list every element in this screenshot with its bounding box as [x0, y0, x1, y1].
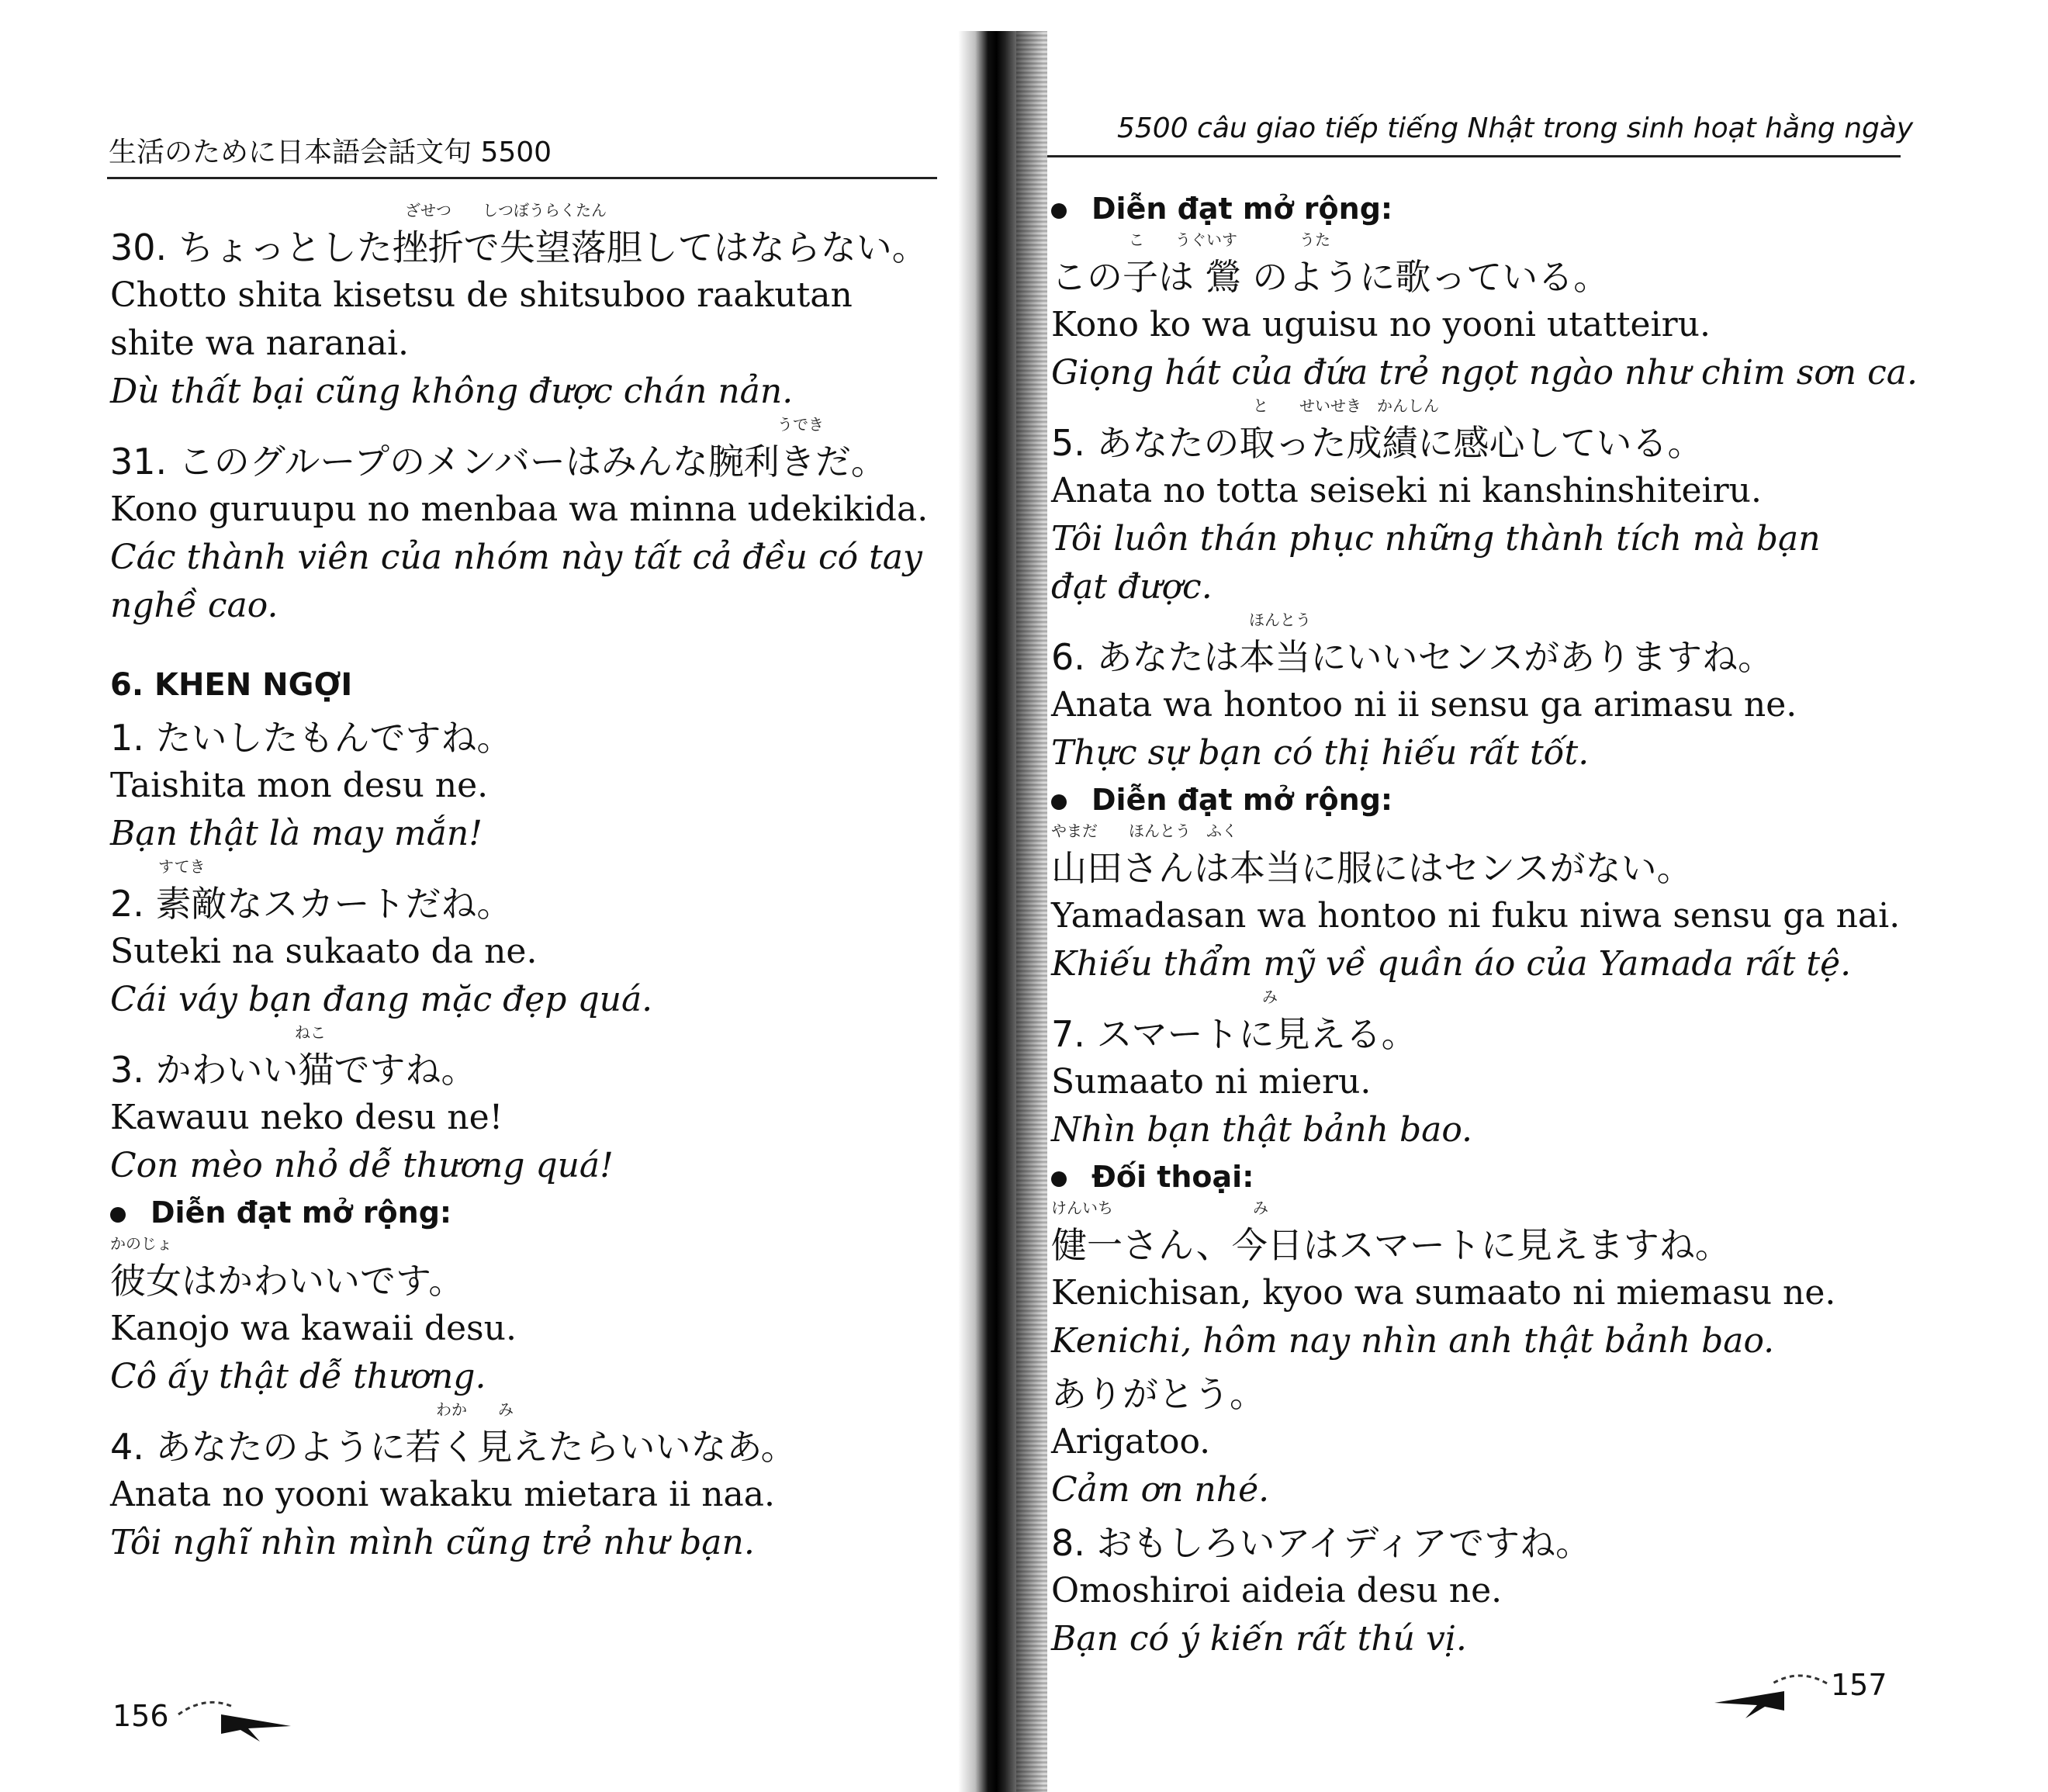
entry-7	[1051, 988, 2005, 1154]
dialogue-label: Đối thoại:	[1051, 1154, 2005, 1199]
left-page	[0, 0, 962, 1792]
vietnamese-translation: Tôi nghĩ nhìn mình cũng trẻ như bạn.	[110, 1523, 755, 1562]
vietnamese-translation: Cô ấy thật dễ thương.	[110, 1357, 486, 1396]
vietnamese-translation: Con mèo nhỏ dễ thương quá!	[110, 1146, 614, 1185]
japanese-sentence: 7. スマートに見える。	[1051, 1013, 1417, 1055]
romaji-line: Omoshiroi aideia desu ne.	[1051, 1571, 1503, 1610]
block-extended-2	[1051, 777, 2005, 988]
extended-label: Diễn đạt mở rộng:	[1051, 186, 2005, 231]
right-page	[1016, 0, 2048, 1792]
bullet-icon	[1051, 794, 1067, 810]
right-header: 5500 câu giao tiếp tiếng Nhật trong sinh hoạt hằng ngày	[1117, 112, 1914, 144]
romaji-line: Anata wa hontoo ni ii sensu ga arimasu ne.	[1051, 685, 1797, 725]
japanese-sentence: 4. あなたのように若く見えたらいいなあ。	[110, 1426, 797, 1468]
japanese-sentence: 8. おもしろいアイディアですね。	[1051, 1522, 1592, 1564]
page-number-left: 156	[112, 1699, 169, 1733]
japanese-sentence: 31. このグループのメンバーはみんな腕利きだ。	[110, 441, 887, 483]
page-number-right: 157	[1831, 1668, 1887, 1702]
paper-plane-icon	[1707, 1668, 1831, 1722]
japanese-sentence: 5. あなたの取った成績に感心している。	[1051, 422, 1704, 464]
japanese-sentence: 1. たいしたもんですね。	[110, 717, 513, 759]
right-header-rule	[1047, 155, 1901, 157]
japanese-sentence: 3. かわいい猫ですね。	[110, 1049, 477, 1091]
japanese-sentence: 健一さん、今日はスマートに見えますね。	[1051, 1224, 1731, 1266]
vietnamese-translation: Tôi luôn thán phục những thành tích mà bạn	[1051, 519, 1821, 559]
bullet-icon	[110, 1207, 126, 1223]
romaji-line: Anata no totta seiseki ni kanshinshiteiru.	[1051, 471, 1762, 510]
vietnamese-translation: Thực sự bạn có thị hiếu rất tốt.	[1051, 733, 1590, 773]
romaji-line: shite wa naranai.	[110, 323, 410, 363]
furigana: わか み	[436, 1400, 514, 1419]
vietnamese-translation: Cái váy bạn đang mặc đẹp quá.	[110, 980, 653, 1019]
left-column	[110, 202, 948, 1567]
entry-4	[110, 1401, 948, 1567]
romaji-line: Kono ko wa uguisu no yooni utatteiru.	[1051, 305, 1711, 344]
romaji-line: Kanojo wa kawaii desu.	[110, 1309, 517, 1348]
entry-30	[110, 202, 948, 416]
romaji-line: Kono guruupu no menbaa wa minna udekikida.	[110, 490, 929, 529]
dialogue-block	[1051, 1154, 2005, 1514]
japanese-sentence: 彼女はかわいいです。	[110, 1260, 465, 1302]
vietnamese-translation: Giọng hát của đứa trẻ ngọt ngào như chim sơn ca.	[1051, 353, 1918, 393]
furigana: ほんとう	[1249, 611, 1311, 629]
japanese-sentence: 2. 素敵なスカートだね。	[110, 883, 513, 925]
entry-2	[110, 858, 948, 1024]
vietnamese-translation: Nhìn bạn thật bảnh bao.	[1051, 1110, 1473, 1150]
romaji-line: Arigatoo.	[1051, 1422, 1211, 1462]
romaji-line: Chotto shita kisetsu de shitsuboo raakutan	[110, 275, 853, 315]
romaji-line: Anata no yooni wakaku mietara ii naa.	[110, 1475, 775, 1514]
romaji-line: Sumaato ni mieru.	[1051, 1062, 1372, 1102]
japanese-sentence: ありがとう。	[1051, 1373, 1265, 1415]
vietnamese-translation: đạt được.	[1051, 567, 1213, 607]
vietnamese-translation: nghề cao.	[110, 586, 278, 625]
vietnamese-translation: Bạn có ý kiến rất thú vị.	[1051, 1619, 1467, 1659]
entry-3	[110, 1024, 948, 1190]
furigana: ざせつ しつぼうらくたん	[405, 201, 607, 220]
left-header: 生活のために日本語会話文句 5500	[109, 137, 552, 168]
vietnamese-translation: Kenichi, hôm nay nhìn anh thật bảnh bao.	[1051, 1321, 1775, 1361]
block-extended-1	[1051, 186, 2005, 397]
japanese-sentence: この子は 鶯 のように歌っている。	[1051, 256, 1610, 298]
romaji-line: Yamadasan wa hontoo ni fuku niwa sensu ga nai.	[1051, 896, 1901, 936]
furigana: かのじょ	[110, 1234, 172, 1253]
extended-label: Diễn đạt mở rộng:	[1051, 777, 2005, 822]
japanese-sentence: 山田さんは本当に服にはセンスがない。	[1051, 847, 1693, 889]
right-column	[1051, 186, 2005, 1663]
furigana: やまだ ほんとう ふく	[1051, 822, 1237, 840]
entry-31	[110, 416, 948, 630]
entry-1	[110, 714, 948, 858]
entry-8	[1051, 1519, 2005, 1663]
extended-expression	[110, 1190, 948, 1401]
vietnamese-translation: Dù thất bại cũng không được chán nản.	[110, 372, 794, 411]
section-title: 6. KHEN NGỢI	[110, 667, 353, 703]
bullet-icon	[1051, 1171, 1067, 1187]
vietnamese-translation: Khiếu thẩm mỹ về quần áo của Yamada rất tệ.	[1051, 944, 1852, 984]
furigana: と せいせき かんしん	[1253, 396, 1439, 415]
furigana: み	[1262, 988, 1278, 1006]
entry-6	[1051, 611, 2005, 777]
extended-label: Diễn đạt mở rộng:	[110, 1190, 948, 1235]
romaji-line: Kawauu neko desu ne!	[110, 1098, 503, 1137]
furigana: すてき	[158, 857, 206, 876]
furigana: ねこ	[295, 1023, 326, 1042]
left-header-rule	[107, 177, 937, 179]
bullet-icon	[1051, 203, 1067, 219]
japanese-sentence: 6. あなたは本当にいいセンスがありますね。	[1051, 636, 1774, 678]
furigana: こ うぐいす うた	[1129, 230, 1330, 249]
romaji-line: Kenichisan, kyoo wa sumaato ni miemasu ne.	[1051, 1273, 1836, 1313]
romaji-line: Suteki na sukaato da ne.	[110, 932, 538, 971]
romaji-line: Taishita mon desu ne.	[110, 766, 489, 805]
japanese-sentence: 30. ちょっとした挫折で失望落胆してはならない。	[110, 227, 928, 268]
vietnamese-translation: Bạn thật là may mắn!	[110, 814, 483, 853]
furigana: うでき	[777, 415, 824, 434]
vietnamese-translation: Các thành viên của nhóm này tất cả đều có tay	[110, 538, 922, 577]
entry-5	[1051, 397, 2005, 611]
furigana: けんいち み	[1051, 1199, 1268, 1217]
vietnamese-translation: Cảm ơn nhé.	[1051, 1470, 1270, 1510]
paper-plane-icon	[175, 1691, 299, 1745]
